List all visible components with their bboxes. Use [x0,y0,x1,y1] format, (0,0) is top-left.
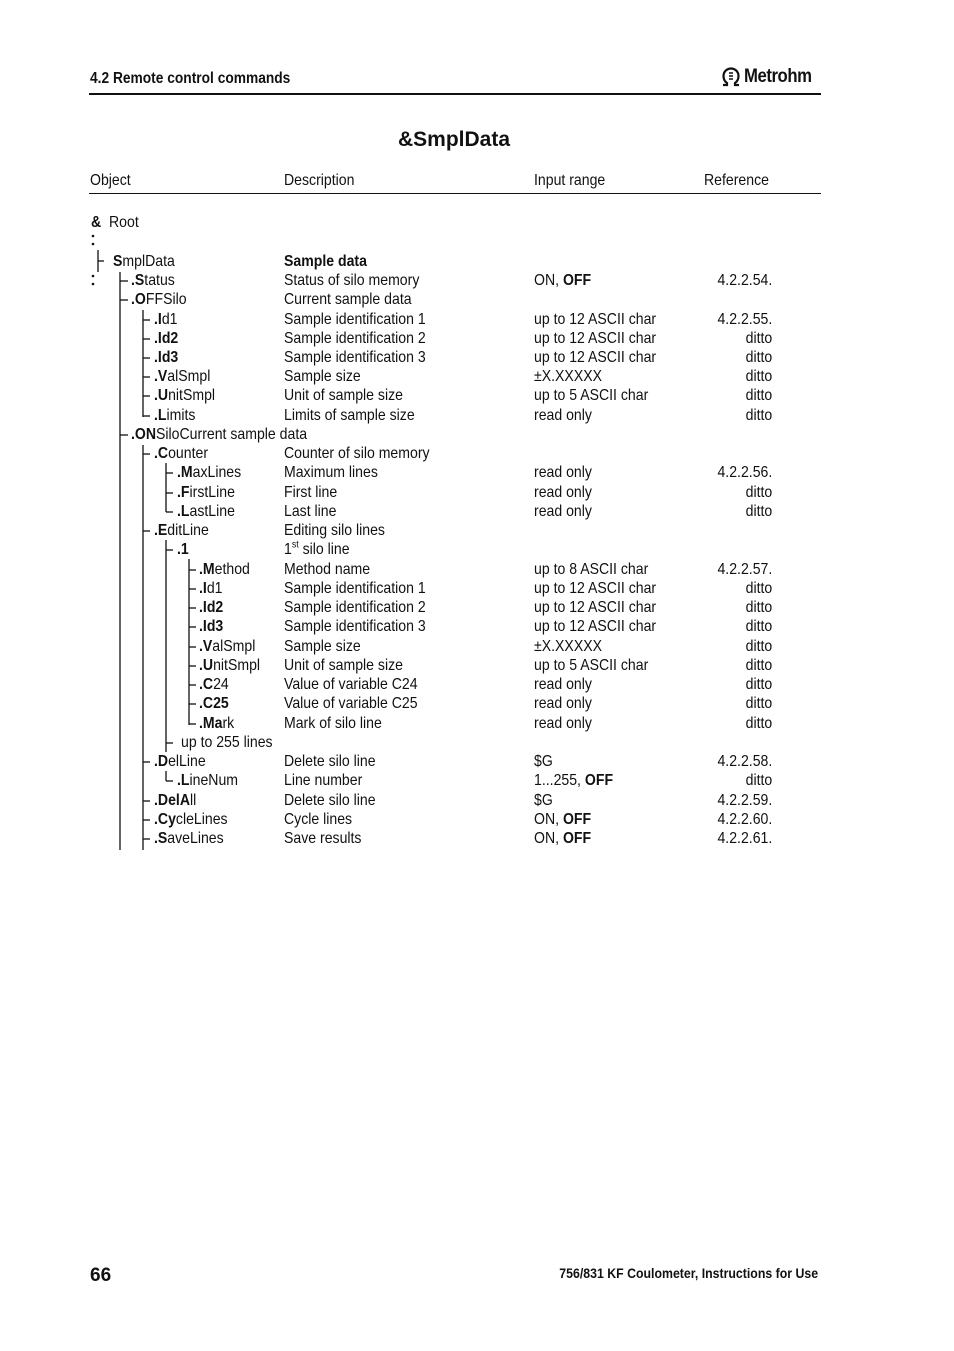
input-range-text: read only [534,484,592,501]
description-cell [284,483,337,502]
object-name-rest: nitSmpl [213,657,261,674]
object-cell [154,810,228,829]
input-range-cell [534,579,656,598]
object-cell [154,752,206,771]
table-row [0,483,954,502]
object-name-rest: irstLine [189,484,235,501]
input-range-cell [534,348,656,367]
description-text: Unit of sample size [284,387,403,404]
input-range-cell [534,771,613,790]
reference-cell: ditto [745,772,772,789]
input-range-cell [534,752,553,771]
description-text: 1 [284,541,292,558]
object-bold-part: .C25 [199,695,229,712]
table-row [0,348,954,367]
table-row [0,694,954,713]
description-cell [284,502,336,521]
description-text: Limits of sample size [284,407,415,424]
description-cell [284,329,426,348]
description-text: Delete silo line [284,753,376,770]
object-bold-part: .Id2 [154,330,179,347]
input-range-cell [534,386,648,405]
input-range-cell [534,714,592,733]
object-bold-part: .DelA [154,792,190,809]
object-name-rest: nitSmpl [168,387,216,404]
description-text: Value of variable C24 [284,676,418,693]
object-name-rest: astLine [189,503,235,520]
input-range-text: read only [534,464,592,481]
object-cell [154,521,209,540]
description-cell [284,252,367,271]
description-cell [284,540,350,559]
object-bold-part: .L [177,772,190,789]
reference-cell: ditto [745,715,772,732]
table-row [0,290,954,309]
input-range-cell [534,502,592,521]
table-row [0,656,954,675]
table-row [0,714,954,733]
object-name-rest: Root [101,214,139,231]
input-range-cell [534,810,591,829]
input-range-bold: OFF [562,811,592,828]
column-header-reference: Reference [704,172,769,189]
input-range-cell [534,463,592,482]
object-cell [154,329,178,348]
object-bold-part: .U [154,387,169,404]
reference-cell: ditto [745,407,772,424]
reference-cell: 4.2.2.55. [717,311,772,328]
object-cell [199,598,223,617]
object-name-rest: up to 255 lines [181,734,273,751]
description-text: First line [284,484,338,501]
input-range-text: up to 12 ASCII char [534,599,657,616]
description-cell [284,694,418,713]
description-text: Method name [284,561,371,578]
reference-cell: ditto [745,503,772,520]
table-row [0,771,954,790]
object-bold-part: .ON [131,426,157,443]
object-name-rest: d1 [206,580,223,597]
input-range-text: up to 12 ASCII char [534,618,657,635]
object-bold-part: .C [154,445,169,462]
input-range-cell [534,310,656,329]
reference-cell: ditto [745,349,772,366]
object-bold-part: .Id3 [154,349,179,366]
object-name-rest: d1 [161,311,178,328]
object-name-rest: alSmpl [167,368,211,385]
brand-logo [720,66,821,88]
object-bold-part: .S [131,272,145,289]
table-row [0,425,954,444]
object-bold-part: .Id2 [199,599,224,616]
reference-cell: ditto [745,676,772,693]
object-bold-part: .M [199,561,215,578]
header-rule [89,93,821,95]
reference-cell: 4.2.2.61. [717,830,772,847]
object-cell [154,386,215,405]
input-range-cell [534,329,656,348]
page-title: &SmplData [397,128,511,151]
reference-cell: ditto [745,368,772,385]
description-text: Unit of sample size [284,657,403,674]
description-cell [284,714,382,733]
description-cell [284,367,361,386]
footer-document-title: 756/831 KF Coulometer, Instructions for Use [559,1265,818,1281]
reference-cell: ditto [745,618,772,635]
column-header-input-range: Input range [534,172,606,189]
input-range-cell [534,637,602,656]
object-name-rest: FFSilo [145,291,187,308]
description-cell [284,617,426,636]
object-bold-part: .E [154,522,168,539]
description-text-after: silo line [298,541,350,558]
object-bold-part: .D [154,753,169,770]
object-cell [154,406,195,425]
object-cell [91,213,139,232]
table-row [0,502,954,521]
input-range-text: ±X.XXXXX [534,638,602,655]
description-text: Counter of silo memory [284,445,430,462]
table-row [0,560,954,579]
input-range-text: up to 12 ASCII char [534,311,657,328]
reference-cell: ditto [745,580,772,597]
object-bold-part: .V [154,368,168,385]
input-range-text: read only [534,715,592,732]
input-range-cell [534,617,656,636]
object-name-rest: aveLines [167,830,224,847]
table-row [0,367,954,386]
object-bold-part: .I [154,311,162,328]
description-text: Sample size [284,368,361,385]
object-bold-part: .M [177,464,193,481]
description-text: Line number [284,772,363,789]
object-cell [181,733,273,752]
column-header-rule [89,193,821,194]
reference-cell: 4.2.2.56. [717,464,772,481]
description-cell [284,386,403,405]
input-range-cell [534,367,602,386]
object-cell [131,271,175,290]
reference-cell: 4.2.2.54. [717,272,772,289]
description-cell [284,810,352,829]
object-bold-part: .F [177,484,190,501]
description-bold: Sample data [284,253,367,270]
object-cell [177,502,235,521]
table-row [0,810,954,829]
input-range-cell [534,791,553,810]
table-row [0,752,954,771]
input-range-bold: OFF [584,772,614,789]
table-row [0,406,954,425]
description-cell [284,675,418,694]
description-cell [284,463,378,482]
object-bold-part: & [91,214,102,231]
description-superscript: st [291,539,299,551]
input-range-text: read only [534,676,592,693]
object-name-rest: ounter [168,445,209,462]
object-cell [199,617,223,636]
description-text: Current sample data [284,291,412,308]
reference-cell: ditto [745,330,772,347]
object-cell [199,560,250,579]
object-cell [131,290,187,309]
input-range-text: ON, [534,830,563,847]
input-range-text: up to 12 ASCII char [534,330,657,347]
description-cell [284,637,361,656]
reference-cell: 4.2.2.60. [717,811,772,828]
description-text: Cycle lines [284,811,353,828]
object-bold-part: .S [154,830,168,847]
page-number: 66 [90,1265,112,1286]
object-name-rest: tatus [144,272,175,289]
object-cell [199,579,222,598]
reference-cell: 4.2.2.59. [717,792,772,809]
input-range-text: up to 12 ASCII char [534,580,657,597]
table-row [0,271,954,290]
description-text: Save results [284,830,362,847]
table-row [0,213,954,232]
object-cell [177,483,235,502]
object-name-rest: alSmpl [212,638,256,655]
description-text: Sample identification 3 [284,618,426,635]
description-text: Sample identification 2 [284,599,426,616]
object-cell [199,714,234,733]
table-row [0,252,954,271]
reference-cell: 4.2.2.57. [717,561,772,578]
object-cell [113,252,175,271]
object-bold-part: .I [199,580,207,597]
input-range-text: ±X.XXXXX [534,368,602,385]
object-cell [154,444,208,463]
object-name-rest: cleLines [175,811,228,828]
description-text: Mark of silo line [284,715,382,732]
object-cell [199,637,255,656]
metrohm-omega-logo-icon [720,66,742,88]
input-range-text: up to 5 ASCII char [534,657,649,674]
description-cell [284,656,403,675]
input-range-text: read only [534,695,592,712]
description-text: Sample identification 1 [284,311,426,328]
table-row [0,791,954,810]
object-name-rest: imits [166,407,196,424]
input-range-bold: OFF [562,830,592,847]
section-heading: 4.2 Remote control commands [90,70,291,87]
input-range-cell [534,598,656,617]
object-cell [154,310,177,329]
object-bold-part: .L [154,407,167,424]
object-name-rest: rk [222,715,235,732]
input-range-cell [534,694,592,713]
input-range-text: $G [534,792,553,809]
object-cell [177,771,238,790]
input-range-text: read only [534,503,592,520]
object-name-rest: ll [189,792,197,809]
table-row [0,579,954,598]
input-range-text: up to 5 ASCII char [534,387,649,404]
input-range-text: $G [534,753,553,770]
input-range-cell [534,483,592,502]
description-text: Status of silo memory [284,272,420,289]
object-name-rest: 24 [213,676,229,693]
object-cell [131,425,307,444]
table-row [0,521,954,540]
reference-cell: ditto [745,599,772,616]
object-bold-part: .V [199,638,213,655]
table-row [0,733,954,752]
column-header-description: Description [284,172,355,189]
input-range-text: ON, [534,272,563,289]
object-cell [154,367,210,386]
description-text: Last line [284,503,337,520]
input-range-bold: OFF [562,272,592,289]
description-cell [284,771,362,790]
input-range-cell [534,675,592,694]
object-cell [199,656,260,675]
input-range-text: read only [534,407,592,424]
description-cell [284,271,419,290]
table-row [0,310,954,329]
description-cell [284,560,370,579]
object-name-rest: ineNum [189,772,239,789]
reference-cell: ditto [745,695,772,712]
object-bold-part: .1 [177,541,189,558]
reference-cell: ditto [745,657,772,674]
logo-wordmark: Metrohm [744,66,812,87]
object-cell [154,348,178,367]
description-cell [284,579,426,598]
reference-cell: ditto [745,387,772,404]
table-row [0,329,954,348]
reference-cell: ditto [745,484,772,501]
input-range-cell [534,560,648,579]
description-cell [284,310,426,329]
description-text: Editing silo lines [284,522,385,539]
description-text: Sample identification 3 [284,349,426,366]
table-row [0,829,954,848]
object-bold-part: .Ma [199,715,223,732]
table-row [0,675,954,694]
description-cell [284,348,426,367]
table-row [0,637,954,656]
description-text: Sample identification 1 [284,580,426,597]
description-cell [284,752,376,771]
object-bold-part: .U [199,657,214,674]
description-text: Sample identification 2 [284,330,426,347]
description-text: Value of variable C25 [284,695,418,712]
description-cell [284,406,415,425]
description-text: Sample size [284,638,361,655]
object-cell [177,463,241,482]
description-cell [284,444,430,463]
reference-cell: 4.2.2.58. [717,753,772,770]
input-range-cell [534,271,591,290]
input-range-text: up to 12 ASCII char [534,349,657,366]
object-bold-part: .L [177,503,190,520]
table-row [0,598,954,617]
input-range-cell [534,406,592,425]
object-name-rest: SiloCurrent sample data [156,426,308,443]
object-cell [154,791,196,810]
input-range-text: up to 8 ASCII char [534,561,649,578]
table-row [0,463,954,482]
object-name-rest: axLines [192,464,242,481]
table-row [0,617,954,636]
object-bold-part: S [113,253,123,270]
object-cell [199,694,229,713]
table-row [0,540,954,559]
description-cell [284,791,376,810]
object-bold-part: .C [199,676,214,693]
object-cell [177,540,189,559]
object-cell [199,675,229,694]
description-text: Delete silo line [284,792,376,809]
table-row [0,444,954,463]
description-cell [284,521,385,540]
input-range-cell [534,829,591,848]
object-cell [154,829,224,848]
description-cell [284,598,426,617]
object-bold-part: .Id3 [199,618,224,635]
input-range-text: ON, [534,811,563,828]
reference-cell: ditto [745,638,772,655]
input-range-cell [534,656,648,675]
object-name-rest: elLine [168,753,206,770]
description-cell [284,290,412,309]
description-text: Maximum lines [284,464,378,481]
input-range-text: 1...255, [534,772,585,789]
object-name-rest: mplData [122,253,175,270]
object-name-rest: ethod [214,561,250,578]
description-cell [284,829,361,848]
object-bold-part: .O [131,291,146,308]
column-header-object: Object [90,172,131,189]
object-name-rest: ditLine [167,522,209,539]
object-bold-part: .Cy [154,811,176,828]
table-row [0,386,954,405]
